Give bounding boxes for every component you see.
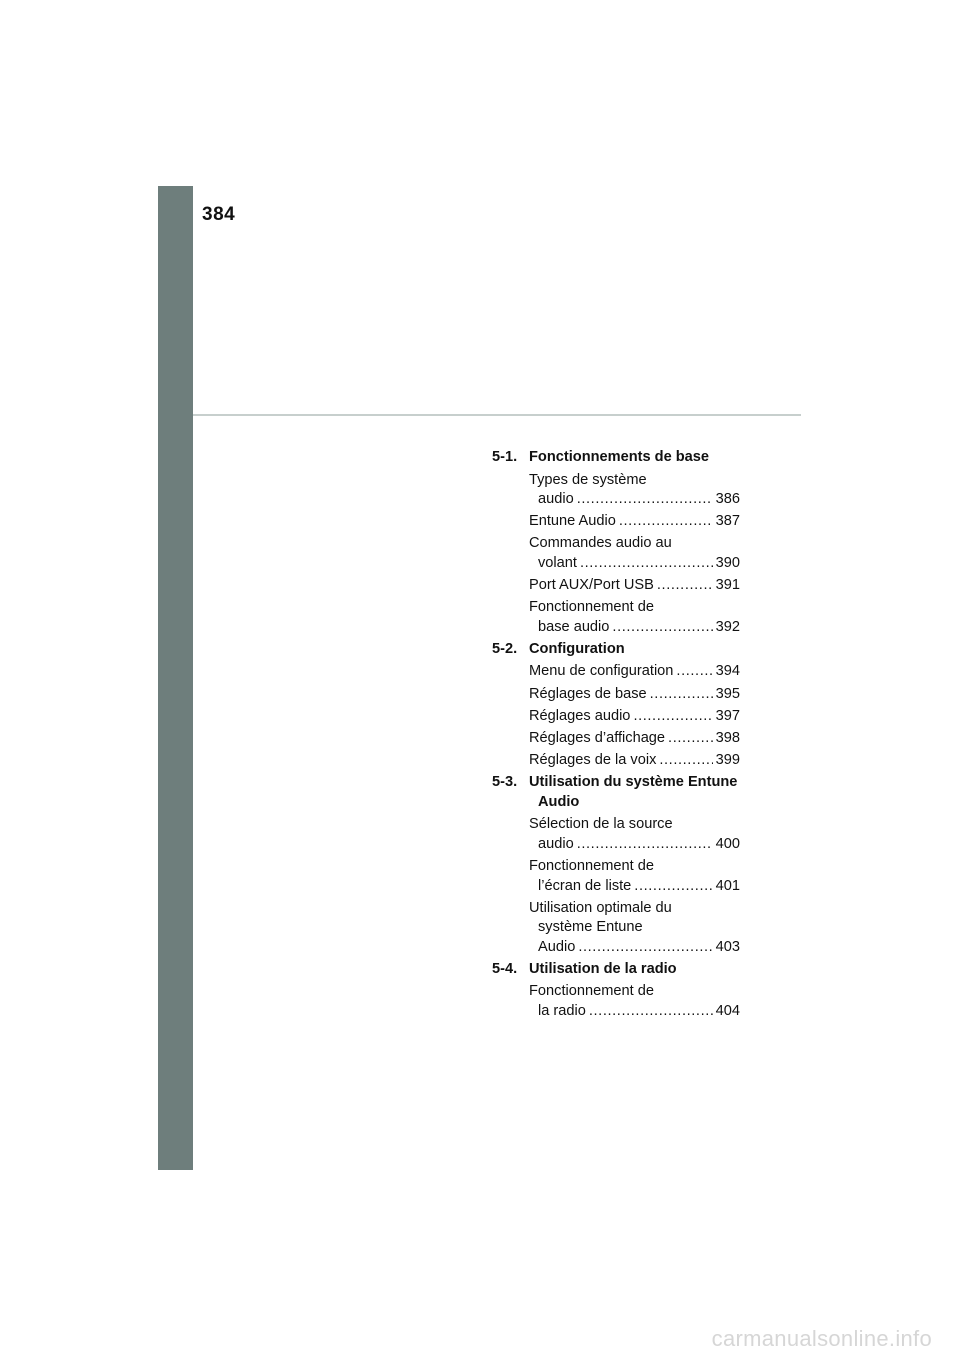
toc-entry[interactable] [529, 707, 740, 727]
dot-leader [676, 662, 712, 682]
entry-leader-line [529, 662, 740, 682]
entry-title: audio [538, 491, 574, 507]
toc-section [492, 448, 740, 468]
section-number: 5-3. [492, 774, 518, 791]
section-title[interactable]: Utilisation du système Entune Audio [529, 774, 738, 810]
entry-title: Réglages audio [529, 707, 631, 724]
entry-title: l’écran de liste [538, 877, 632, 894]
entry-page-number[interactable]: 386 [715, 491, 740, 507]
entry-title: Audio [538, 938, 576, 955]
entry-page-number[interactable]: 387 [715, 513, 740, 530]
section-number: 5-4. [492, 960, 518, 977]
toc-entry[interactable] [529, 815, 740, 854]
entry-leader-line [529, 729, 740, 749]
entry-title: base audio [538, 618, 610, 635]
entry-title-line: système Entune [538, 919, 643, 936]
entry-title: Entune Audio [529, 513, 616, 530]
header-divider [193, 414, 801, 416]
toc-entry[interactable] [529, 899, 740, 958]
entry-leader-line [529, 618, 740, 638]
toc-entry[interactable] [529, 751, 740, 771]
dot-leader [578, 938, 712, 958]
toc-entry[interactable] [529, 576, 740, 596]
entry-page-number[interactable]: 404 [715, 1002, 740, 1019]
entry-title-line: Fonctionnement de [529, 599, 654, 616]
toc-entry[interactable] [529, 534, 740, 573]
toc-entry[interactable] [529, 685, 740, 705]
watermark: carmanualsonline.info [711, 1326, 932, 1351]
entry-leader-line [529, 576, 740, 596]
dot-leader [577, 490, 713, 510]
entry-title-line: Utilisation optimale du [529, 899, 672, 916]
entry-title: Menu de configuration [529, 663, 674, 680]
dot-leader [612, 618, 712, 638]
entry-leader-line [529, 707, 740, 727]
section-title[interactable]: Utilisation de la radio [529, 960, 677, 977]
toc-entry[interactable] [529, 598, 740, 637]
entry-page-number[interactable]: 401 [715, 877, 740, 894]
entry-title-line: Commandes audio au [529, 535, 672, 552]
entry-leader-line [529, 835, 740, 855]
page-number: 384 [202, 204, 236, 225]
entry-leader-line [529, 685, 740, 705]
toc-entry[interactable] [529, 982, 740, 1021]
entry-leader-line [529, 554, 740, 574]
entry-title: Réglages d’affichage [529, 730, 666, 746]
entry-leader-line [529, 938, 740, 958]
section-title[interactable]: Configuration [529, 640, 625, 657]
toc-section [492, 640, 740, 660]
toc-section [492, 773, 740, 812]
entry-title: Port AUX/Port USB [529, 577, 654, 594]
entry-leader-line [529, 490, 740, 510]
entry-page-number[interactable]: 399 [715, 752, 740, 769]
chapter-sidebar-tab [158, 186, 193, 1170]
toc-entry[interactable] [529, 512, 740, 532]
entry-page-number[interactable]: 403 [715, 938, 740, 955]
dot-leader [657, 576, 713, 596]
dot-leader [668, 729, 713, 749]
section-number: 5-2. [492, 640, 518, 657]
toc-entry[interactable] [529, 857, 740, 896]
dot-leader [619, 512, 713, 532]
entry-title: Réglages de la voix [529, 752, 657, 769]
section-number: 5-1. [492, 449, 518, 465]
dot-leader [634, 877, 712, 897]
dot-leader [580, 554, 713, 574]
entry-page-number[interactable]: 394 [715, 663, 740, 680]
section-title[interactable]: Fonctionnements de base [529, 449, 710, 465]
dot-leader [659, 751, 712, 771]
dot-leader [650, 685, 713, 705]
entry-title-line: Sélection de la source [529, 816, 673, 833]
table-of-contents [492, 448, 740, 1024]
dot-leader [633, 707, 712, 727]
entry-page-number[interactable]: 397 [715, 707, 740, 724]
toc-entry[interactable] [529, 662, 740, 682]
entry-page-number[interactable]: 400 [715, 835, 740, 852]
toc-entry[interactable] [529, 729, 740, 749]
entry-leader-line [529, 512, 740, 532]
entry-page-number[interactable]: 395 [715, 685, 740, 702]
entry-page-number[interactable]: 392 [715, 618, 740, 635]
entry-title-line: Fonctionnement de [529, 983, 654, 1000]
entry-title-line: Fonctionnement de [529, 858, 654, 875]
entry-title-line: Types de système [529, 471, 647, 488]
entry-title: volant [538, 554, 577, 571]
dot-leader [589, 1002, 713, 1022]
toc-entry[interactable] [529, 471, 740, 510]
dot-leader [577, 835, 713, 855]
entry-page-number[interactable]: 390 [715, 554, 740, 571]
entry-title: Réglages de base [529, 685, 647, 702]
entry-page-number[interactable]: 398 [715, 730, 740, 746]
entry-page-number[interactable]: 391 [715, 577, 740, 594]
entry-leader-line [529, 751, 740, 771]
entry-title: audio [538, 835, 574, 852]
entry-leader-line [529, 1002, 740, 1022]
toc-section [492, 960, 740, 980]
entry-title: la radio [538, 1002, 586, 1019]
entry-leader-line [529, 877, 740, 897]
